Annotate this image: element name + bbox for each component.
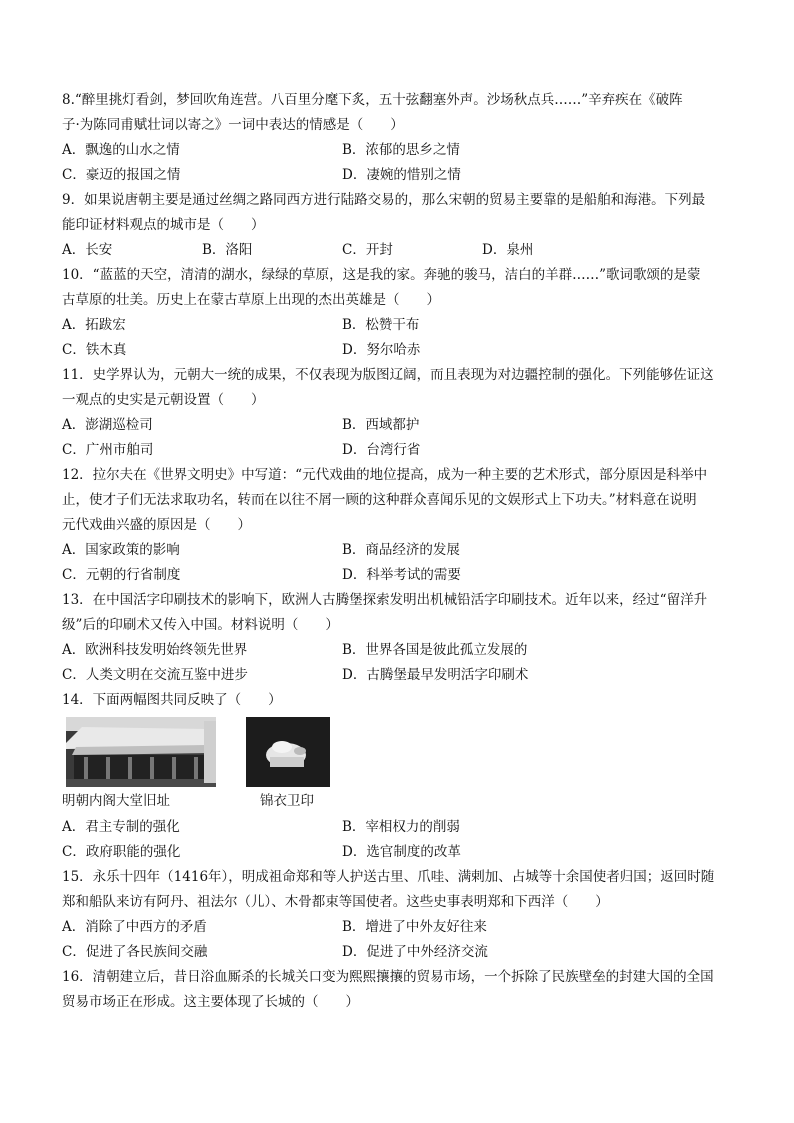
jinyiwei-seal-illustration [246, 717, 330, 787]
question-11-option-a[interactable]: A．澎湖巡检司 [62, 417, 153, 433]
question-8-option-a[interactable]: A．飘逸的山水之情 [62, 142, 180, 158]
question-10-line-1: 10．“蓝蓝的天空，清清的湖水，绿绿的草原，这是我的家。奔驰的骏马，洁白的羊群……”歌词歌颂的是蒙 [62, 267, 701, 283]
question-15-option-b[interactable]: B．增进了中外友好往来 [342, 919, 487, 935]
ming-cabinet-hall-illustration [66, 717, 216, 787]
question-12-options-row-1 [62, 538, 742, 563]
ming-cabinet-hall-photo [66, 717, 216, 787]
question-10-options-row-1 [62, 313, 742, 338]
question-8-option-b[interactable]: B．浓郁的思乡之情 [342, 142, 460, 158]
question-8-options-row-2 [62, 163, 742, 188]
question-11-option-b[interactable]: B．西域都护 [342, 417, 420, 433]
question-16-line-1: 16．清朝建立后，昔日浴血厮杀的长城关口变为熙熙攘攘的贸易市场，一个拆除了民族壁垒的封建大国的全国 [62, 969, 714, 985]
question-8-option-c[interactable]: C．豪迈的报国之情 [62, 167, 181, 183]
question-11 [62, 363, 742, 463]
question-14-option-c[interactable]: C．政府职能的强化 [62, 844, 181, 860]
question-13-option-c[interactable]: C．人类文明在交流互鉴中进步 [62, 667, 248, 683]
question-15-option-d[interactable]: D．促进了中外经济交流 [342, 944, 488, 960]
question-11-options-row-2 [62, 438, 742, 463]
question-10-option-b[interactable]: B．松赞干布 [342, 317, 420, 333]
question-9-options-row [62, 238, 742, 263]
question-14-option-b[interactable]: B．宰相权力的削弱 [342, 819, 460, 835]
question-15-options-row-2 [62, 940, 742, 965]
question-13-line-1: 13．在中国活字印刷技术的影响下，欧洲人古腾堡探索发明出机械铅活字印刷技术。近年以来，经过“留洋升 [62, 592, 708, 608]
question-11-line-1: 11．史学界认为，元朝大一统的成果，不仅表现为版图辽阔，而且表现为对边疆控制的强化。下列能够佐证这 [62, 367, 714, 383]
question-9-option-c[interactable]: C．开封 [342, 242, 393, 258]
question-9-option-d[interactable]: D．泉州 [482, 242, 534, 258]
question-13-options-row-2 [62, 663, 742, 688]
question-12-option-a[interactable]: A．国家政策的影响 [62, 542, 180, 558]
question-16-line-2: 贸易市场正在形成。这主要体现了长城的（ ） [62, 994, 359, 1010]
question-12-option-c[interactable]: C．元朝的行省制度 [62, 567, 181, 583]
question-12-line-2: 止，使才子们无法求取功名，转而在以往不屑一顾的这种群众喜闻乐见的文娱形式上下功夫。”材料意在说明 [62, 492, 697, 508]
question-8-line-2: 子·为陈同甫赋壮词以寄之》一词中表达的情感是（ ） [62, 117, 404, 133]
question-13-option-d[interactable]: D．古腾堡最早发明活字印刷术 [342, 667, 529, 683]
question-8-line-1: 8.“醉里挑灯看剑，梦回吹角连营。八百里分麾下炙，五十弦翻塞外声。沙场秋点兵……”辛弃疾在《破阵 [62, 92, 683, 108]
question-11-options-row-1 [62, 413, 742, 438]
question-8 [62, 88, 742, 188]
question-12-line-3: 元代戏曲兴盛的原因是（ ） [62, 517, 251, 533]
question-13-options-row-1 [62, 638, 742, 663]
question-10-options-row-2 [62, 338, 742, 363]
question-13-option-b[interactable]: B．世界各国是彼此孤立发展的 [342, 642, 528, 658]
figure-caption-2: 锦衣卫印 [260, 793, 314, 809]
question-13-line-2: 级”后的印刷术又传入中国。材料说明（ ） [62, 617, 339, 633]
question-10-option-a[interactable]: A．拓跋宏 [62, 317, 126, 333]
question-14-option-a[interactable]: A．君主专制的强化 [62, 819, 180, 835]
question-9-line-1: 9．如果说唐朝主要是通过丝绸之路同西方进行陆路交易的，那么宋朝的贸易主要靠的是船舶和海港。下列最 [62, 192, 706, 208]
question-11-option-c[interactable]: C．广州市舶司 [62, 442, 154, 458]
question-9-option-a[interactable]: A．长安 [62, 242, 113, 258]
question-14 [62, 688, 742, 865]
question-15-line-1: 15．永乐十四年（1416年），明成祖命郑和等人护送古里、爪哇、满剌加、占城等十余国使者归国；返回时随 [62, 869, 715, 885]
exam-page [62, 88, 742, 1015]
question-10-line-2: 古草原的壮美。历史上在蒙古草原上出现的杰出英雄是（ ） [62, 292, 440, 308]
question-8-options-row-1 [62, 138, 742, 163]
question-8-option-d[interactable]: D．凄婉的惜别之情 [342, 167, 461, 183]
question-12-option-b[interactable]: B．商品经济的发展 [342, 542, 460, 558]
figure-caption-1: 明朝内阁大堂旧址 [62, 793, 170, 809]
question-12-options-row-2 [62, 563, 742, 588]
question-9-option-b[interactable]: B．洛阳 [202, 242, 253, 258]
question-15-line-2: 郑和船队来访有阿丹、祖法尔（儿）、木骨都束等国使者。这些史事表明郑和下西洋（ ） [62, 894, 609, 910]
jinyiwei-seal-photo [246, 717, 330, 787]
question-12-option-d[interactable]: D．科举考试的需要 [342, 567, 461, 583]
question-15-option-a[interactable]: A．消除了中西方的矛盾 [62, 919, 207, 935]
question-14-line-1: 14．下面两幅图共同反映了（ ） [62, 692, 282, 708]
question-15-option-c[interactable]: C．促进了各民族间交融 [62, 944, 208, 960]
question-15 [62, 865, 742, 965]
question-14-option-d[interactable]: D．选官制度的改革 [342, 844, 461, 860]
question-16 [62, 965, 742, 1015]
question-14-options-row-2 [62, 840, 742, 865]
question-11-line-2: 一观点的史实是元朝设置（ ） [62, 392, 265, 408]
question-11-option-d[interactable]: D．台湾行省 [342, 442, 421, 458]
question-12-line-1: 12．拉尔夫在《世界文明史》中写道：“元代戏曲的地位提高，成为一种主要的艺术形式，部分原因是科举中 [62, 467, 708, 483]
question-15-options-row-1 [62, 915, 742, 940]
question-10-option-c[interactable]: C．铁木真 [62, 342, 127, 358]
question-13-option-a[interactable]: A．欧洲科技发明始终领先世界 [62, 642, 248, 658]
question-13 [62, 588, 742, 688]
question-10 [62, 263, 742, 363]
question-9 [62, 188, 742, 263]
question-14-figures [62, 715, 742, 815]
question-10-option-d[interactable]: D．努尔哈赤 [342, 342, 421, 358]
question-12 [62, 463, 742, 588]
question-14-options-row-1 [62, 815, 742, 840]
question-9-line-2: 能印证材料观点的城市是（ ） [62, 217, 265, 233]
